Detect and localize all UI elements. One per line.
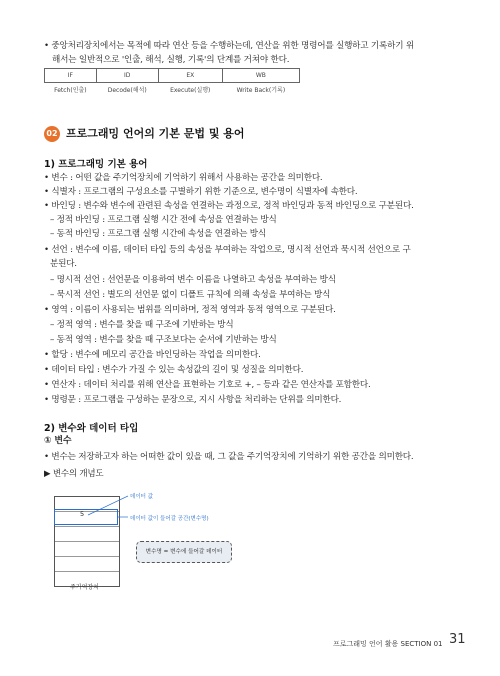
- subsection-title-1: 1) 프로그래밍 기본 용어: [44, 159, 148, 170]
- term-operator: • 연산자 : 데이터 처리를 위해 연산을 표현하는 기호로 +, – 등과 같은 연산자를 포함한다.: [44, 380, 371, 390]
- term-variable: • 변수 : 어떤 값을 주기억장치에 기억하기 위해서 사용하는 공간을 의미한다.: [44, 173, 323, 183]
- term-allocation: • 할당 : 변수에 메모리 공간을 바인딩하는 작업을 의미한다.: [44, 350, 261, 360]
- term-statement: • 명령문 : 프로그램을 구성하는 문장으로, 지시 사항을 처리하는 단위를 의미한다.: [44, 395, 342, 405]
- term-identifier: • 식별자 : 프로그램의 구성요소를 구별하기 위한 기준으로, 변수명이 식별자에 속한다.: [44, 187, 358, 197]
- term-scope: • 영역 : 이름이 사용되는 범위를 의미하며, 정적 영역과 동적 영역으로 구분된다.: [44, 305, 336, 315]
- stage-id: ID: [96, 69, 158, 83]
- variable-description: • 변수는 저장하고자 하는 어떠한 값이 있을 때, 그 값을 주기억장치에 기억하기 위한 공간을 의미한다.: [44, 452, 414, 462]
- term-declaration: • 선언 : 변수에 이름, 데이터 타입 등의 속성을 부여하는 작업으로, 명시적 선언과 묵시적 선언으로 구: [44, 245, 411, 255]
- term-binding: • 바인딩 : 변수와 변수에 관련된 속성을 연결하는 과정으로, 정적 바인딩과 동적 바인딩으로 구분된다.: [44, 201, 414, 211]
- variable-heading: ① 변수: [44, 436, 72, 446]
- variable-value: 5: [80, 510, 85, 518]
- term-explicit-declaration: – 명시적 선언 : 선언문을 이용하여 변수 이름을 나열하고 속성을 부여하는 방식: [50, 275, 336, 285]
- stage-wb: WB: [222, 69, 299, 83]
- stage-ex: EX: [158, 69, 222, 83]
- term-static-binding: – 정적 바인딩 : 프로그램 실행 시간 전에 속성을 연결하는 방식: [50, 215, 277, 225]
- term-implicit-declaration: – 묵시적 선언 : 별도의 선언문 없이 디폴트 규칙에 의해 속성을 부여하는 방식: [50, 290, 331, 300]
- label-variable-space: 데이터 값이 들어갈 공간(변수명): [130, 516, 209, 522]
- term-data-type: • 데이터 타입 : 변수가 가질 수 있는 속성값의 길이 및 성질을 의미한다.: [44, 365, 304, 375]
- footer-text: 프로그래밍 언어 활용 SECTION 01: [333, 640, 443, 648]
- figure-title: ▶ 변수의 개념도: [44, 469, 104, 479]
- data-value-connector: [88, 496, 128, 515]
- memory-caption: 주기억장치: [70, 584, 99, 591]
- stage-label-fetch: Fetch(인출): [54, 86, 87, 94]
- intro-line-1: • 중앙처리장치에서는 목적에 따라 연산 등을 수행하는데, 연산을 위한 명령어를 실행하고 기록하기 위: [44, 41, 414, 51]
- page-number: 31: [449, 632, 466, 647]
- label-data-value: 데이터 값: [130, 494, 154, 500]
- section-title: 프로그래밍 언어의 기본 문법 및 용어: [66, 127, 245, 140]
- stage-label-decode: Decode(해석): [107, 86, 147, 94]
- stage-if: IF: [45, 69, 97, 83]
- variable-formula-bubble: 변수명 = 변수에 들어갈 데이터: [136, 541, 232, 563]
- stage-label-writeback: Write Back(기록): [236, 86, 286, 94]
- term-static-scope: – 정적 영역 : 변수를 찾을 때 구조에 기반하는 방식: [50, 320, 234, 330]
- section-number-badge: 02: [44, 126, 60, 142]
- intro-line-2: 해서는 일반적으로 '인출, 해석, 실행, 기록'의 단계를 거쳐야 한다.: [52, 55, 290, 65]
- term-dynamic-binding: – 동적 바인딩 : 프로그램 실행 시간에 속성을 연결하는 방식: [50, 229, 266, 239]
- subsection-title-2: 2) 변수와 데이터 타입: [44, 423, 139, 434]
- stage-label-execute: Execute(실행): [170, 86, 211, 94]
- term-dynamic-scope: – 동적 영역 : 변수를 찾을 때 구조보다는 순서에 기반하는 방식: [50, 335, 277, 345]
- term-declaration-cont: 분된다.: [50, 259, 77, 269]
